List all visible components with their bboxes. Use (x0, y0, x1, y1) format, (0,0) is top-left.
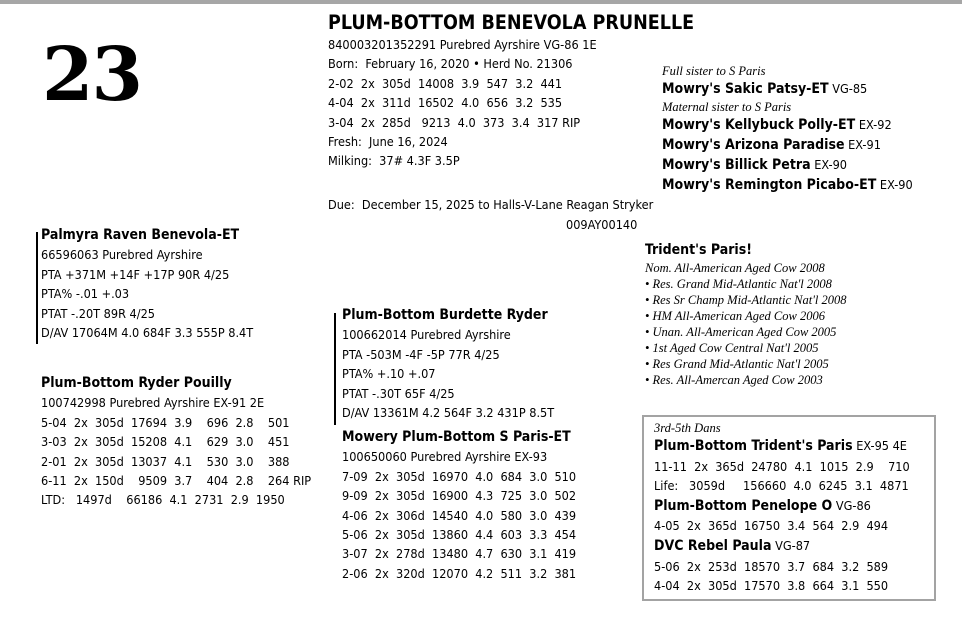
animal-record: 4-04 2x 311d 16502 4.0 656 3.2 535 (328, 95, 563, 111)
due-info (328, 195, 653, 214)
dam-record: 6-11 2x 150d 9509 3.7 404 2.8 264 RIP (41, 473, 312, 489)
honor-item: • 1st Aged Cow Central Nat'l 2005 (645, 341, 819, 355)
maternal-sister (662, 135, 913, 155)
full-sister-label: Full sister to S Paris (662, 64, 766, 78)
maternal-granddam-name: Mowery Plum-Bottom S Paris-ET (342, 429, 571, 445)
due-code: 009AY00140 (566, 217, 638, 232)
maternal-sister (662, 115, 913, 135)
maternal-granddam-info (342, 428, 576, 583)
animal-id-line: 840003201352291 Purebred Ayrshire VG-86 1E (328, 37, 597, 52)
dan-cow (654, 436, 910, 457)
sibling-grade: VG-85 (832, 81, 868, 96)
maternal-grandsire-name: Plum-Bottom Burdette Ryder (342, 307, 548, 323)
sibling-grade: EX-90 (879, 177, 913, 192)
maternal-grandsire-info (342, 306, 554, 422)
due-line: Due: December 15, 2025 to Halls-V-Lane Reagan Stryker (328, 197, 654, 212)
sire-line: PTA% -.01 +.03 (41, 286, 130, 302)
sire-line: 66596063 Purebred Ayrshire (41, 247, 203, 263)
maternal-granddam-line: 100650060 Purebred Ayrshire EX-93 (342, 449, 548, 465)
honor-item: • Res. All-Amercan Aged Cow 2003 (645, 373, 823, 387)
sire-name: Palmyra Raven Benevola-ET (41, 227, 240, 243)
dam-lifetime: LTD: 1497d 66186 4.1 2731 2.9 1950 (41, 492, 285, 508)
maternal-grandsire-line: 100662014 Purebred Ayrshire (342, 327, 511, 343)
honor-item: • HM All-American Aged Cow 2006 (645, 309, 825, 323)
dan-cow-name: Plum-Bottom Penelope O (654, 497, 833, 514)
top-divider (0, 0, 962, 4)
maternal-sister (662, 175, 913, 195)
maternal-granddam-record: 5-06 2x 305d 13860 4.4 603 3.3 454 (342, 527, 577, 543)
sibling-grade: EX-91 (848, 137, 881, 152)
sire-info (41, 226, 253, 342)
dan-record: 4-04 2x 305d 17570 3.8 664 3.1 550 (654, 578, 889, 594)
dan-cow-grade: VG-87 (775, 537, 811, 553)
sibling-name: Mowry's Billick Petra (662, 157, 811, 173)
sibling-grade: EX-90 (814, 157, 847, 172)
maternal-granddam-record: 3-07 2x 278d 13480 4.7 630 3.1 419 (342, 546, 577, 562)
maternal-sister (662, 155, 913, 175)
dan-cow-grade: EX-95 4E (856, 438, 907, 453)
animal-record: 2-02 2x 305d 14008 3.9 547 3.2 441 (328, 75, 563, 91)
honor-item: • Res. Grand Mid-Atlantic Nat'l 2008 (645, 277, 832, 291)
siblings (662, 63, 913, 195)
dan-record: 5-06 2x 253d 18570 3.7 684 3.2 589 (654, 558, 889, 574)
sire-bracket (36, 232, 38, 344)
animal-born-line: Born: February 16, 2020 • Herd No. 21306 (328, 56, 573, 72)
honor-item: • Res Sr Champ Mid-Atlantic Nat'l 2008 (645, 293, 847, 307)
tridents-paris-name: Trident's Paris! (645, 242, 752, 258)
dans-info (654, 420, 910, 596)
dan-lifetime: Life: 3059d 156660 4.0 6245 3.1 4871 (654, 478, 909, 494)
dans-label: 3rd-5th Dans (654, 421, 721, 435)
tridents-paris-info (645, 240, 846, 388)
maternal-grandsire-bracket (334, 313, 336, 425)
maternal-grandsire-line: D/AV 13361M 4.2 564F 3.2 431P 8.5T (342, 405, 555, 421)
dan-cow-grade: VG-86 (835, 497, 871, 513)
dan-cow (654, 536, 910, 557)
sire-line: PTAT -.20T 89R 4/25 (41, 305, 155, 321)
dan-record: 4-05 2x 365d 16750 3.4 564 2.9 494 (654, 518, 889, 534)
dam-line: 100742998 Purebred Ayrshire EX-91 2E (41, 395, 265, 411)
animal-fresh: Fresh: June 16, 2024 (328, 134, 448, 150)
dam-record: 3-03 2x 305d 15208 4.1 629 3.0 451 (41, 434, 290, 450)
maternal-granddam-record: 7-09 2x 305d 16970 4.0 684 3.0 510 (342, 468, 577, 484)
sibling-name: Mowry's Arizona Paradise (662, 137, 845, 153)
maternal-sister-label: Maternal sister to S Paris (662, 100, 792, 114)
dan-record: 11-11 2x 365d 24780 4.1 1015 2.9 710 (654, 458, 910, 474)
dam-info (41, 374, 311, 510)
maternal-grandsire-line: PTA% +.10 +.07 (342, 366, 436, 382)
animal-milking: Milking: 37# 4.3F 3.5P (328, 153, 460, 169)
dam-record: 5-04 2x 305d 17694 3.9 696 2.8 501 (41, 414, 290, 430)
sire-line: D/AV 17064M 4.0 684F 3.3 555P 8.4T (41, 325, 254, 341)
maternal-granddam-record: 4-06 2x 306d 14540 4.0 580 3.0 439 (342, 507, 577, 523)
honor-item: • Unan. All-American Aged Cow 2005 (645, 325, 837, 339)
maternal-grandsire-line: PTAT -.30T 65F 4/25 (342, 385, 455, 401)
due-code-block (566, 215, 637, 234)
dan-cow-name: Plum-Bottom Trident's Paris (654, 438, 853, 454)
maternal-grandsire-line: PTA -503M -4F -5P 77R 4/25 (342, 346, 500, 362)
sire-line: PTA +371M +14F +17P 90R 4/25 (41, 266, 230, 282)
sibling-name: Mowry's Kellybuck Polly-ET (662, 117, 856, 133)
dan-cow-name: DVC Rebel Paula (654, 537, 772, 554)
sibling-name: Mowry's Remington Picabo-ET (662, 177, 877, 193)
dam-record: 2-01 2x 305d 13037 4.1 530 3.0 388 (41, 453, 290, 469)
honor-item: Nom. All-American Aged Cow 2008 (645, 261, 825, 275)
full-sister (662, 79, 913, 99)
animal-name: PLUM-BOTTOM BENEVOLA PRUNELLE (328, 11, 695, 34)
maternal-granddam-record: 2-06 2x 320d 12070 4.2 511 3.2 381 (342, 565, 577, 581)
maternal-granddam-record: 9-09 2x 305d 16900 4.3 725 3.0 502 (342, 488, 577, 504)
sibling-grade: EX-92 (858, 117, 892, 132)
sibling-name: Mowry's Sakic Patsy-ET (662, 81, 829, 97)
dam-name: Plum-Bottom Ryder Pouilly (41, 375, 232, 391)
dan-cow (654, 496, 910, 517)
lot-number: 23 (42, 32, 141, 118)
animal-info (328, 11, 694, 171)
honor-item: • Res Grand Mid-Atlantic Nat'l 2005 (645, 357, 829, 371)
animal-record: 3-04 2x 285d 9213 4.0 373 3.4 317 RIP (328, 114, 581, 130)
